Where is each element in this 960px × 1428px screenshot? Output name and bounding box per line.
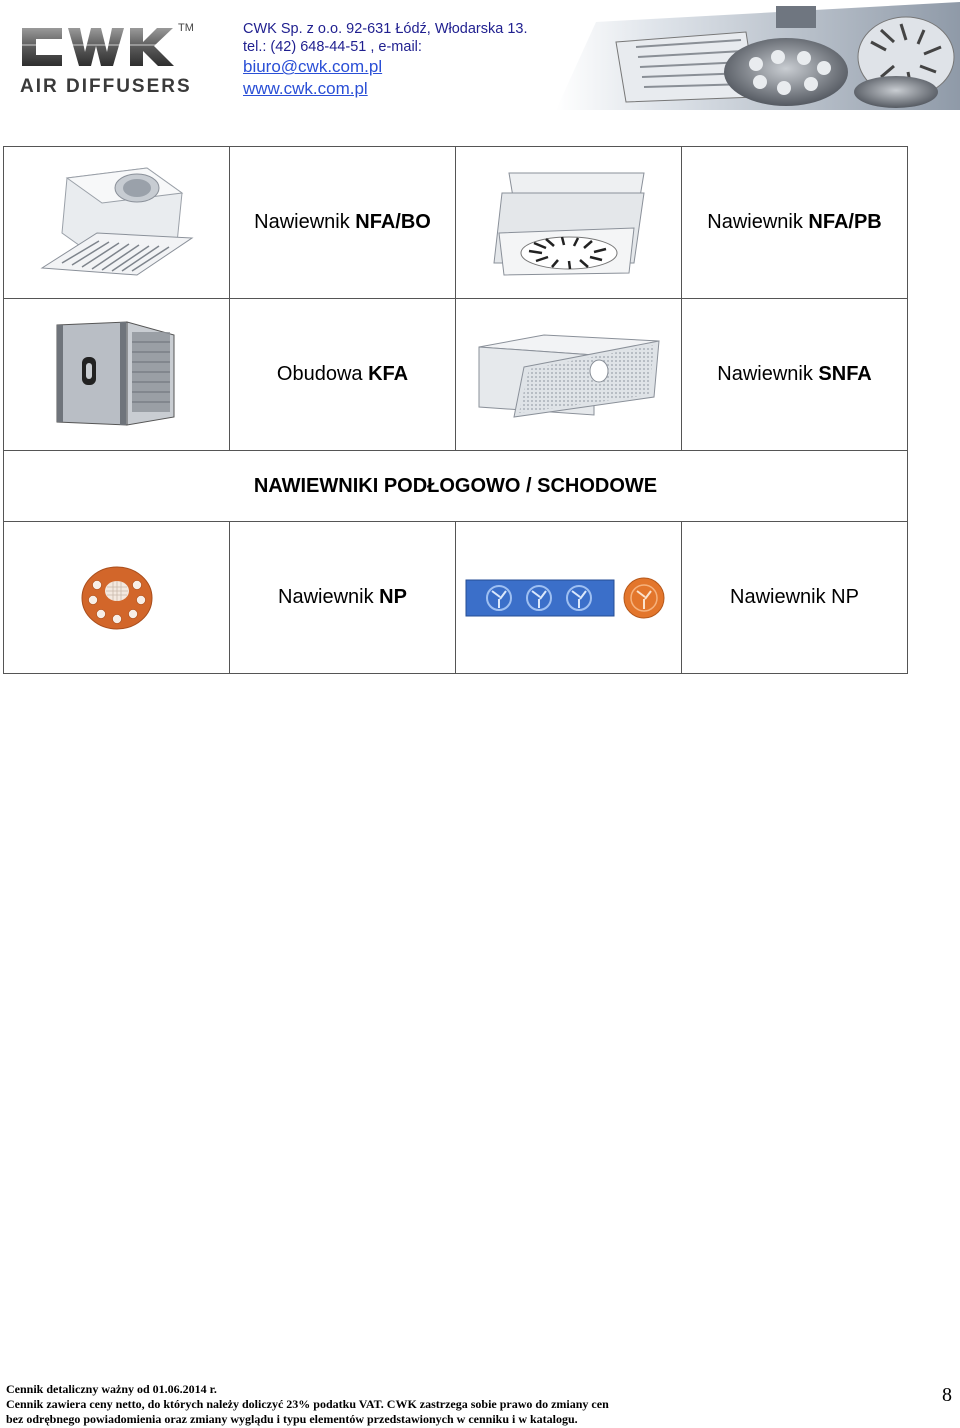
cwk-logo-wordmark [18,22,178,72]
perforated-diffuser-image [474,327,664,422]
round-floor-diffuser-image [77,563,157,633]
page-number: 8 [942,1384,952,1406]
product-banner-image [556,2,960,110]
product-label-nfa-pb: Nawiewnik NFA/PB [707,211,882,233]
product-label-kfa: Obudowa KFA [276,363,409,385]
product-label-snfa: Nawiewnik SNFA [717,363,872,385]
product-label-nfa-bo: Nawiewnik NFA/BO [254,211,431,233]
trademark-symbol: TM [178,22,194,34]
image-cell [456,147,682,299]
product-label-np-2: Nawiewnik NP [730,586,859,608]
product-label-cell [682,147,908,299]
swirl-diffuser-box-image [484,163,654,283]
image-cell [4,522,230,674]
product-label-cell [682,299,908,451]
product-label-np: Nawiewnik NP [278,586,407,608]
footer-vat-note: Cennik zawiera ceny netto, do których należy doliczyć 23% podatku VAT. CWK zastrzega sobie prawo do zmiany cen [6,1397,609,1411]
product-label-cell [230,522,456,674]
product-label-cell [682,522,908,674]
section-title: NAWIEWNIKI PODŁOGOWO / SCHODOWE [253,474,658,497]
company-logo [18,22,193,100]
footer-disclaimer: bez odrębnego powiadomienia oraz zmiany wyglądu i typu elementów przedstawionych w cenniku i w katalogu. [6,1412,578,1426]
image-cell [4,147,230,299]
filter-housing-image [52,317,182,432]
website-link[interactable]: www.cwk.com.pl [243,79,368,98]
product-label-cell [230,299,456,451]
price-list-footer [6,1382,609,1427]
phone-email-label: tel.: (42) 648-44-51 , e-mail: [243,39,422,55]
ceiling-diffuser-box-image [37,163,197,283]
logo-subtitle: AIR DIFFUSERS [20,76,192,97]
product-table [3,146,908,674]
table-row [4,522,908,674]
product-label-cell [230,147,456,299]
image-cell [4,299,230,451]
email-link[interactable]: biuro@cwk.com.pl [243,57,383,76]
linear-floor-diffuser-image [464,573,674,623]
table-row [4,147,908,299]
section-header-cell [4,451,908,522]
contact-block [243,20,528,100]
image-cell [456,299,682,451]
footer-validity: Cennik detaliczny ważny od 01.06.2014 r. [6,1382,217,1396]
table-row [4,299,908,451]
company-address: CWK Sp. z o.o. 92-631 Łódź, Włodarska 13. [243,21,528,37]
image-cell [456,522,682,674]
section-header-row [4,451,908,522]
